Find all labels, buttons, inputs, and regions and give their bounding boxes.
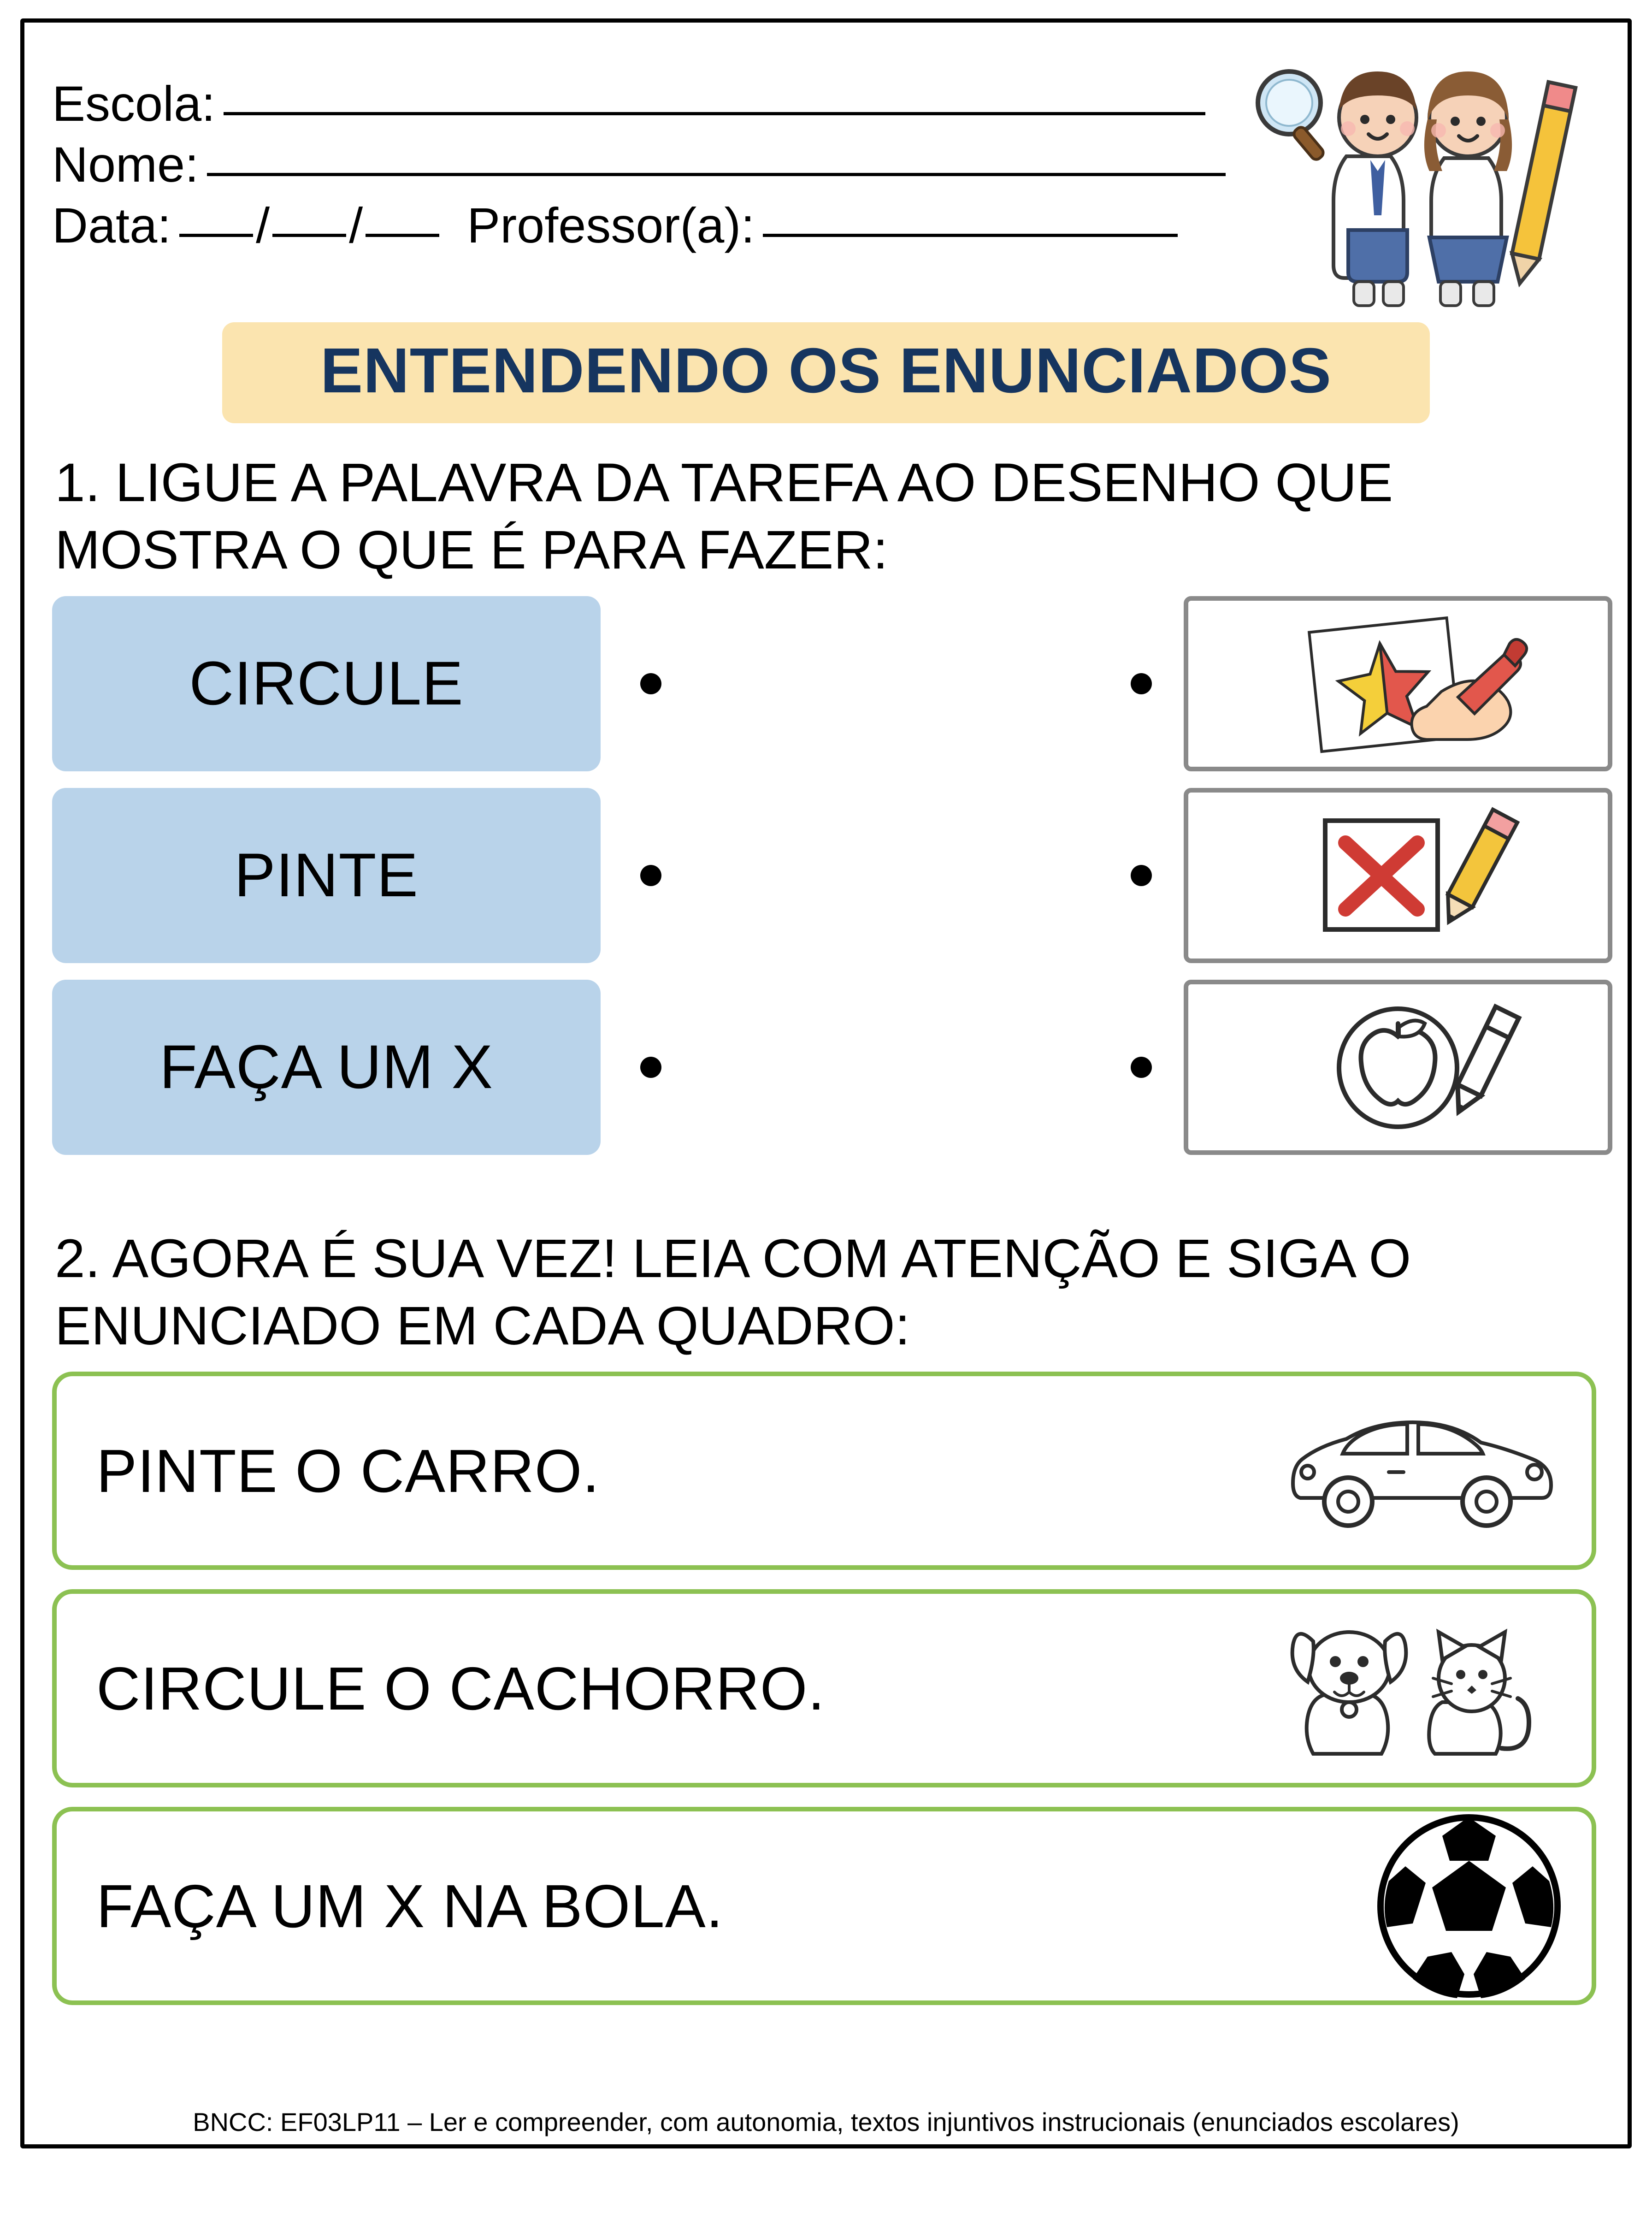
picture-box-apple-circled[interactable]	[1184, 980, 1612, 1155]
word-label: FAÇA UM X	[159, 1033, 493, 1102]
task-label: FAÇA UM X NA BOLA.	[96, 1872, 724, 1940]
soccer-ball-icon	[1372, 1809, 1566, 2003]
date-day-input[interactable]	[179, 234, 253, 237]
word-box-pinte[interactable]	[52, 788, 601, 963]
connector-dot-left[interactable]	[640, 673, 661, 694]
school-input-line[interactable]	[224, 112, 1205, 115]
matching-exercise	[52, 596, 1600, 1214]
word-label: CIRCULE	[189, 649, 464, 718]
apple-circled-with-pencil-icon	[1237, 996, 1559, 1139]
exercise1-instruction: 1. LIGUE A PALAVRA DA TAREFA AO DESENHO QUE MOSTRA O QUE É PARA FAZER:	[55, 452, 1393, 581]
worksheet-sheet	[20, 18, 1632, 2148]
date-separator-1: /	[256, 197, 270, 253]
connector-dot-right[interactable]	[1131, 865, 1152, 886]
date-separator-2: /	[349, 197, 363, 253]
connector-dot-right[interactable]	[1131, 1057, 1152, 1078]
task-box-pinte-o-carro[interactable]	[52, 1372, 1596, 1570]
exercise2-instruction: 2. AGORA É SUA VEZ! LEIA COM ATENÇÃO E SIGA O ENUNCIADO EM CADA QUADRO:	[55, 1228, 1411, 1356]
title-banner	[222, 322, 1430, 423]
word-label: PINTE	[234, 841, 419, 910]
task-box-circule-o-cachorro[interactable]	[52, 1589, 1596, 1787]
task-box-faca-um-x-na-bola[interactable]	[52, 1807, 1596, 2005]
connector-dot-left[interactable]	[640, 865, 661, 886]
name-label: Nome:	[52, 136, 199, 192]
picture-box-checkbox-x[interactable]	[1184, 788, 1612, 963]
checkbox-with-red-x-and-pencil-icon	[1237, 804, 1559, 947]
matching-row	[52, 980, 1600, 1155]
school-label: Escola:	[52, 76, 216, 131]
word-box-faca-um-x[interactable]	[52, 980, 601, 1155]
task-label: PINTE O CARRO.	[96, 1437, 600, 1505]
task-label: CIRCULE O CACHORRO.	[96, 1654, 826, 1722]
teacher-input-line[interactable]	[763, 234, 1178, 237]
picture-box-hand-coloring-star[interactable]	[1184, 596, 1612, 771]
connector-dot-left[interactable]	[640, 1057, 661, 1078]
car-icon	[1280, 1395, 1566, 1547]
bncc-footer: BNCC: EF03LP11 – Ler e compreender, com autonomia, textos injuntivos instrucionais (enunciados escolares)	[193, 2107, 1459, 2136]
teacher-label: Professor(a):	[467, 197, 755, 253]
matching-row	[52, 596, 1600, 771]
date-year-input[interactable]	[366, 234, 439, 237]
connector-dot-right[interactable]	[1131, 673, 1152, 694]
date-month-input[interactable]	[272, 234, 346, 237]
hand-coloring-star-icon	[1227, 612, 1569, 755]
students-illustration-icon	[1245, 46, 1595, 322]
header	[52, 41, 1600, 322]
page-title: ENTENDENDO OS ENUNCIADOS	[320, 335, 1332, 406]
dog-and-cat-icon	[1271, 1610, 1566, 1767]
matching-row	[52, 788, 1600, 963]
date-label: Data:	[52, 197, 171, 253]
word-box-circule[interactable]	[52, 596, 601, 771]
name-input-line[interactable]	[207, 173, 1226, 176]
